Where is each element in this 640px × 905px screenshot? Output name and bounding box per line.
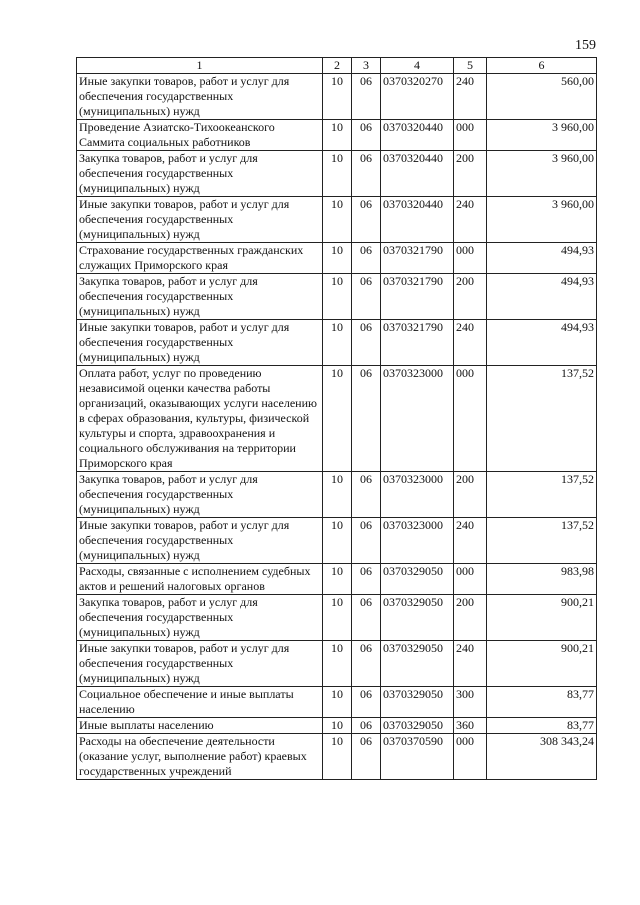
column-header-1: 1 xyxy=(77,58,323,74)
row-name-cell: Расходы, связанные с исполнением судебных актов и решений налоговых органов xyxy=(77,564,323,595)
row-section-cell: 10 xyxy=(323,151,352,197)
row-target-code-cell: 0370329050 xyxy=(381,718,454,734)
row-name-cell: Закупка товаров, работ и услуг для обеспечения государственных (муниципальных) нужд xyxy=(77,274,323,320)
row-expense-type-cell: 000 xyxy=(454,564,487,595)
row-subsection-cell: 06 xyxy=(352,120,381,151)
row-section-cell: 10 xyxy=(323,641,352,687)
row-name-cell: Оплата работ, услуг по проведению независимой оценки качества работы организаций, оказывающих услуги населению в сферах образования, культуры, физической культуры и спорта, здравоохранения и социального обслуживания на территории Приморского края xyxy=(77,366,323,472)
table-row xyxy=(77,151,597,197)
row-target-code-cell: 0370320270 xyxy=(381,74,454,120)
row-amount-cell: 83,77 xyxy=(487,718,597,734)
row-name-cell: Иные закупки товаров, работ и услуг для обеспечения государственных (муниципальных) нужд xyxy=(77,197,323,243)
row-name-cell: Иные закупки товаров, работ и услуг для обеспечения государственных (муниципальных) нужд xyxy=(77,320,323,366)
row-expense-type-cell: 000 xyxy=(454,243,487,274)
row-amount-cell: 494,93 xyxy=(487,243,597,274)
row-subsection-cell: 06 xyxy=(352,564,381,595)
table-body xyxy=(77,74,597,780)
table-row xyxy=(77,518,597,564)
row-target-code-cell: 0370321790 xyxy=(381,320,454,366)
row-section-cell: 10 xyxy=(323,197,352,243)
row-subsection-cell: 06 xyxy=(352,243,381,274)
row-subsection-cell: 06 xyxy=(352,595,381,641)
table-row xyxy=(77,718,597,734)
table-header-row xyxy=(77,58,597,74)
row-name-cell: Иные закупки товаров, работ и услуг для обеспечения государственных (муниципальных) нужд xyxy=(77,641,323,687)
row-expense-type-cell: 300 xyxy=(454,687,487,718)
row-expense-type-cell: 240 xyxy=(454,74,487,120)
table-row xyxy=(77,564,597,595)
row-section-cell: 10 xyxy=(323,595,352,641)
row-subsection-cell: 06 xyxy=(352,320,381,366)
row-section-cell: 10 xyxy=(323,472,352,518)
column-header-6: 6 xyxy=(487,58,597,74)
row-expense-type-cell: 200 xyxy=(454,595,487,641)
table-row xyxy=(77,472,597,518)
row-amount-cell: 494,93 xyxy=(487,274,597,320)
row-amount-cell: 3 960,00 xyxy=(487,120,597,151)
row-name-cell: Иные закупки товаров, работ и услуг для обеспечения государственных (муниципальных) нужд xyxy=(77,518,323,564)
row-name-cell: Проведение Азиатско-Тихоокеанского Саммита социальных работников xyxy=(77,120,323,151)
row-subsection-cell: 06 xyxy=(352,274,381,320)
row-expense-type-cell: 000 xyxy=(454,366,487,472)
row-section-cell: 10 xyxy=(323,274,352,320)
row-target-code-cell: 0370320440 xyxy=(381,120,454,151)
row-subsection-cell: 06 xyxy=(352,472,381,518)
column-header-4: 4 xyxy=(381,58,454,74)
row-amount-cell: 137,52 xyxy=(487,472,597,518)
row-target-code-cell: 0370320440 xyxy=(381,151,454,197)
row-expense-type-cell: 200 xyxy=(454,472,487,518)
row-expense-type-cell: 000 xyxy=(454,120,487,151)
row-expense-type-cell: 200 xyxy=(454,274,487,320)
row-expense-type-cell: 000 xyxy=(454,734,487,780)
row-name-cell: Расходы на обеспечение деятельности (оказание услуг, выполнение работ) краевых государственных учреждений xyxy=(77,734,323,780)
row-target-code-cell: 0370329050 xyxy=(381,641,454,687)
row-section-cell: 10 xyxy=(323,718,352,734)
row-subsection-cell: 06 xyxy=(352,197,381,243)
row-target-code-cell: 0370329050 xyxy=(381,564,454,595)
row-subsection-cell: 06 xyxy=(352,74,381,120)
table-row xyxy=(77,120,597,151)
row-target-code-cell: 0370323000 xyxy=(381,518,454,564)
row-name-cell: Закупка товаров, работ и услуг для обеспечения государственных (муниципальных) нужд xyxy=(77,595,323,641)
row-section-cell: 10 xyxy=(323,120,352,151)
table-row xyxy=(77,74,597,120)
row-target-code-cell: 0370321790 xyxy=(381,243,454,274)
row-amount-cell: 137,52 xyxy=(487,366,597,472)
column-header-3: 3 xyxy=(352,58,381,74)
budget-table xyxy=(76,57,597,780)
row-subsection-cell: 06 xyxy=(352,641,381,687)
row-amount-cell: 900,21 xyxy=(487,595,597,641)
row-section-cell: 10 xyxy=(323,243,352,274)
row-expense-type-cell: 360 xyxy=(454,718,487,734)
table-row xyxy=(77,687,597,718)
row-amount-cell: 137,52 xyxy=(487,518,597,564)
row-subsection-cell: 06 xyxy=(352,518,381,564)
row-target-code-cell: 0370320440 xyxy=(381,197,454,243)
row-section-cell: 10 xyxy=(323,734,352,780)
row-name-cell: Закупка товаров, работ и услуг для обеспечения государственных (муниципальных) нужд xyxy=(77,151,323,197)
row-section-cell: 10 xyxy=(323,366,352,472)
row-section-cell: 10 xyxy=(323,74,352,120)
row-name-cell: Иные выплаты населению xyxy=(77,718,323,734)
row-amount-cell: 900,21 xyxy=(487,641,597,687)
row-section-cell: 10 xyxy=(323,564,352,595)
row-name-cell: Иные закупки товаров, работ и услуг для обеспечения государственных (муниципальных) нужд xyxy=(77,74,323,120)
row-subsection-cell: 06 xyxy=(352,151,381,197)
column-header-5: 5 xyxy=(454,58,487,74)
row-amount-cell: 983,98 xyxy=(487,564,597,595)
row-amount-cell: 308 343,24 xyxy=(487,734,597,780)
row-section-cell: 10 xyxy=(323,320,352,366)
row-expense-type-cell: 240 xyxy=(454,518,487,564)
row-amount-cell: 560,00 xyxy=(487,74,597,120)
table-row xyxy=(77,274,597,320)
row-target-code-cell: 0370323000 xyxy=(381,472,454,518)
row-target-code-cell: 0370329050 xyxy=(381,595,454,641)
row-amount-cell: 494,93 xyxy=(487,320,597,366)
row-expense-type-cell: 200 xyxy=(454,151,487,197)
column-header-2: 2 xyxy=(323,58,352,74)
row-subsection-cell: 06 xyxy=(352,718,381,734)
row-target-code-cell: 0370370590 xyxy=(381,734,454,780)
table-row xyxy=(77,641,597,687)
table-row xyxy=(77,243,597,274)
row-subsection-cell: 06 xyxy=(352,366,381,472)
row-section-cell: 10 xyxy=(323,687,352,718)
row-section-cell: 10 xyxy=(323,518,352,564)
table-row xyxy=(77,197,597,243)
table-row xyxy=(77,366,597,472)
row-expense-type-cell: 240 xyxy=(454,197,487,243)
table-row xyxy=(77,734,597,780)
row-name-cell: Страхование государственных гражданских служащих Приморского края xyxy=(77,243,323,274)
row-expense-type-cell: 240 xyxy=(454,320,487,366)
row-amount-cell: 3 960,00 xyxy=(487,151,597,197)
page-number: 159 xyxy=(575,38,596,53)
row-expense-type-cell: 240 xyxy=(454,641,487,687)
row-name-cell: Закупка товаров, работ и услуг для обеспечения государственных (муниципальных) нужд xyxy=(77,472,323,518)
table-row xyxy=(77,320,597,366)
row-amount-cell: 83,77 xyxy=(487,687,597,718)
table-row xyxy=(77,595,597,641)
row-subsection-cell: 06 xyxy=(352,734,381,780)
row-target-code-cell: 0370321790 xyxy=(381,274,454,320)
row-amount-cell: 3 960,00 xyxy=(487,197,597,243)
row-target-code-cell: 0370329050 xyxy=(381,687,454,718)
row-name-cell: Социальное обеспечение и иные выплаты населению xyxy=(77,687,323,718)
row-subsection-cell: 06 xyxy=(352,687,381,718)
row-target-code-cell: 0370323000 xyxy=(381,366,454,472)
